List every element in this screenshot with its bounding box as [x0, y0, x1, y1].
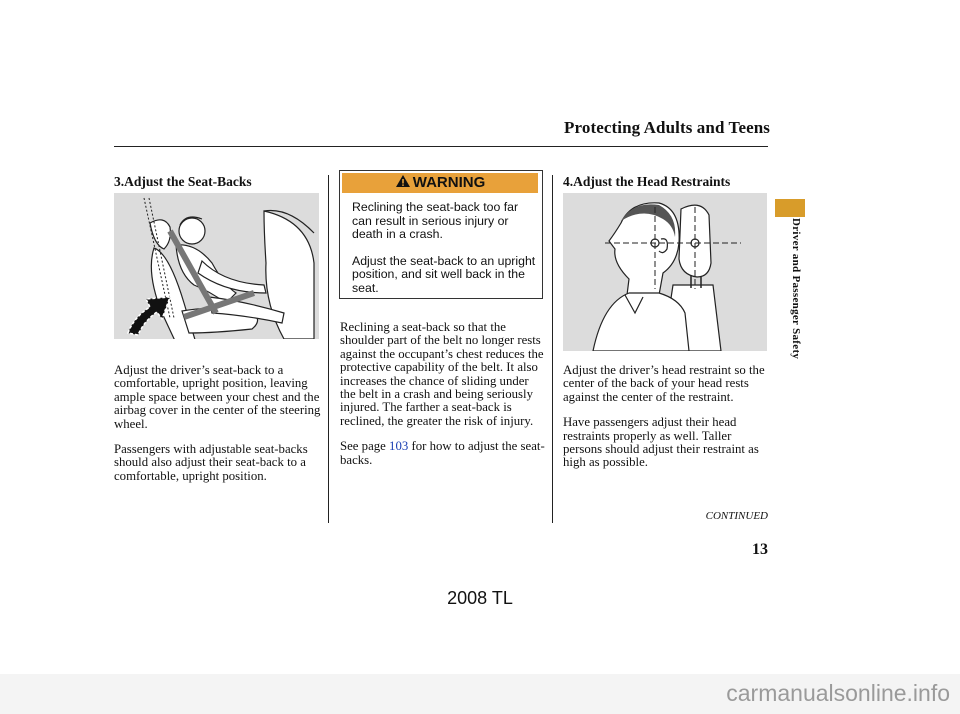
head-restraint-drawing: [563, 193, 767, 351]
warning-text: [352, 201, 540, 308]
see-page-prefix: See page: [340, 439, 390, 454]
see-page-paragraph: [340, 440, 546, 467]
warning-label: WARNING: [412, 174, 486, 191]
warning-box: [339, 170, 543, 299]
section-tab-label: Driver and Passenger Safety: [790, 218, 802, 360]
warning-banner: [342, 173, 538, 193]
title-rule: [114, 146, 768, 147]
page-number: 13: [752, 541, 768, 558]
column-divider-left: [328, 175, 329, 523]
continued-label: CONTINUED: [705, 510, 768, 522]
seat-recline-arrow-icon: [124, 291, 174, 337]
paragraph: Adjust the driver’s seat-back to a comfortable, upright position, leaving ample space between your chest and the airbag cover in the center of the steering wheel.: [114, 363, 321, 431]
section-heading-seat-backs: 3.Adjust the Seat-Backs: [114, 174, 252, 189]
seat-backs-text: [114, 364, 322, 495]
page-link[interactable]: 103: [389, 439, 409, 454]
paragraph: Reclining a seat-back so that the shoulder part of the belt no longer rests against the occupant’s chest reduces the protective capability of the belt. It also increases the chance of sliding under the belt in a crash and being seriously injured. The farther a seat-back is reclined, the greater the risk of injury.: [340, 320, 544, 428]
paragraph: Passengers with adjustable seat-backs should also adjust their seat-back to a comfortable, upright position.: [114, 442, 308, 483]
page-title: Protecting Adults and Teens: [564, 118, 770, 137]
recline-text: [340, 321, 546, 479]
warning-paragraph: Adjust the seat-back to an upright position, and sit well back in the seat.: [352, 253, 536, 295]
seat-back-illustration: [114, 193, 319, 339]
head-restraints-text: [563, 364, 768, 482]
paragraph: Adjust the driver’s head restraint so the center of the back of your head rests against the center of the restraint.: [563, 363, 765, 404]
section-heading-head-restraints: 4.Adjust the Head Restraints: [563, 174, 731, 189]
warning-triangle-icon: [395, 174, 411, 188]
column-divider-right: [552, 175, 553, 523]
section-tab-marker: [775, 199, 805, 217]
model-label: 2008 TL: [447, 588, 513, 608]
see-page-suffix: for how to adjust the seat-backs.: [340, 439, 545, 467]
head-restraint-illustration: [563, 193, 767, 351]
watermark: carmanualsonline.info: [726, 680, 950, 706]
warning-paragraph: Reclining the seat-back too far can result in serious injury or death in a crash.: [352, 200, 519, 241]
paragraph: Have passengers adjust their head restraints properly as well. Taller persons should adjust their restraint as high as possible.: [563, 415, 759, 470]
